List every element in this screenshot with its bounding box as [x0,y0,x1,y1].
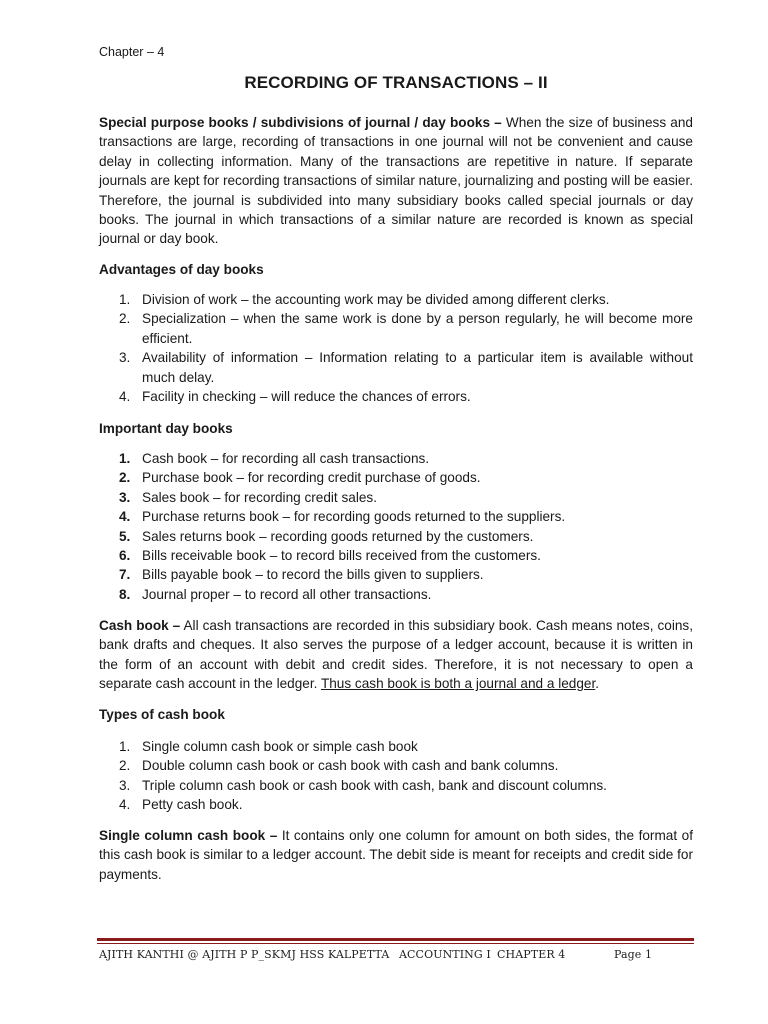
list-number: 2. [119,470,131,486]
list-text: Availability of information – Information relating to a particular item is available without much delay. [142,350,693,385]
list-number: 3. [119,350,131,366]
chapter-label: Chapter – 4 [99,45,165,59]
list-item [99,348,693,387]
page-title: RECORDING OF TRANSACTIONS – II [244,73,548,92]
daybooks-list [99,449,693,604]
list-number: 4. [119,509,131,525]
list-text: Purchase book – for recording credit purchase of goods. [142,470,481,486]
single-lead: Single column cash book – [99,828,278,843]
list-number: 7. [119,567,131,583]
list-number: 4. [119,797,131,813]
list-number: 1. [119,739,131,754]
list-item [99,309,693,348]
list-text: Triple column cash book or cash book with cash, bank and discount columns. [142,777,607,793]
list-item [99,546,693,565]
list-number: 4. [119,389,131,405]
single-column-paragraph [99,826,693,884]
list-number: 2. [119,758,131,774]
list-text: Journal proper – to record all other transactions. [142,586,432,602]
intro-text: When the size of business and transactions are large, recording of transactions in one journal will not be convenient and cause delay in collecting information. Many of the transactions are repetitive in nature. If separate journals are kept for recording transactions of similar nature, journalizing and posting will be easier. Therefore, the journal is subdivided into many subsidiary books called special journals or day books. The journal in which transactions of a similar nature are recorded is known as special journal or day book. [99,115,693,247]
list-item [99,585,693,604]
list-number: 8. [119,586,131,602]
list-item [99,527,693,546]
list-item [99,290,693,309]
cashbook-underlined: Thus cash book is both a journal and a ledger [320,676,596,692]
list-text: Sales returns book – recording goods returned by the customers. [142,528,534,544]
list-item [99,488,693,507]
list-item [99,737,693,756]
footer-chapter: CHAPTER 4 [497,948,566,961]
list-item [99,507,693,526]
list-number: 1. [119,292,131,307]
list-number: 3. [119,777,131,793]
footer-author: AJITH KANTHI @ AJITH P P_SKMJ HSS KALPETTA [99,948,390,961]
cashbook-text: All cash transactions are recorded in this subsidiary book. Cash means notes, coins, bank drafts and cheques. It also serves the purpose of a ledger account, because it is written in the form of an account with debit and credit sides. Therefore, it is not necessary to open a separate cash account in the ledger. [99,618,693,692]
list-item [99,449,693,468]
list-item [99,387,693,406]
footer-subject: ACCOUNTING I [399,948,491,961]
list-number: 2. [119,311,131,327]
list-item [99,776,693,795]
list-text: Bills payable book – to record the bills given to suppliers. [142,567,484,583]
list-item [99,468,693,487]
cashbook-lead: Cash book – [99,618,181,633]
footer-rule-thin [97,943,694,944]
list-number: 1. [119,451,131,466]
list-number: 3. [119,489,131,505]
footer-rule [97,938,694,941]
list-text: Division of work – the accounting work may be divided among different clerks. [142,292,610,307]
types-heading: Types of cash book [99,707,225,722]
list-number: 6. [119,548,131,564]
list-text: Specialization – when the same work is done by a person regularly, he will become more efficient. [142,311,693,346]
intro-paragraph [99,113,693,249]
intro-lead: Special purpose books / subdivisions of journal / day books – [99,115,502,130]
advantages-list [99,290,693,406]
list-text: Sales book – for recording credit sales. [142,489,377,505]
list-text: Petty cash book. [142,797,243,813]
list-text: Purchase returns book – for recording goods returned to the suppliers. [142,509,566,525]
cashbook-end: . [595,676,600,692]
list-text: Double column cash book or cash book with cash and bank columns. [142,758,559,774]
daybooks-heading: Important day books [99,421,233,436]
list-text: Bills receivable book – to record bills received from the customers. [142,548,541,564]
list-number: 5. [119,528,131,544]
list-item [99,756,693,775]
list-item [99,795,693,814]
cashbook-paragraph [99,616,693,694]
list-text: Single column cash book or simple cash book [142,739,418,754]
types-list [99,737,693,815]
list-item [99,565,693,584]
list-text: Cash book – for recording all cash transactions. [142,451,430,466]
advantages-heading: Advantages of day books [99,262,264,277]
footer-page-number: Page 1 [614,948,653,961]
single-text: It contains only one column for amount on both sides, the format of this cash book is similar to a ledger account. The debit side is meant for receipts and credit side for payments. [99,828,693,882]
list-text: Facility in checking – will reduce the chances of errors. [142,389,471,405]
